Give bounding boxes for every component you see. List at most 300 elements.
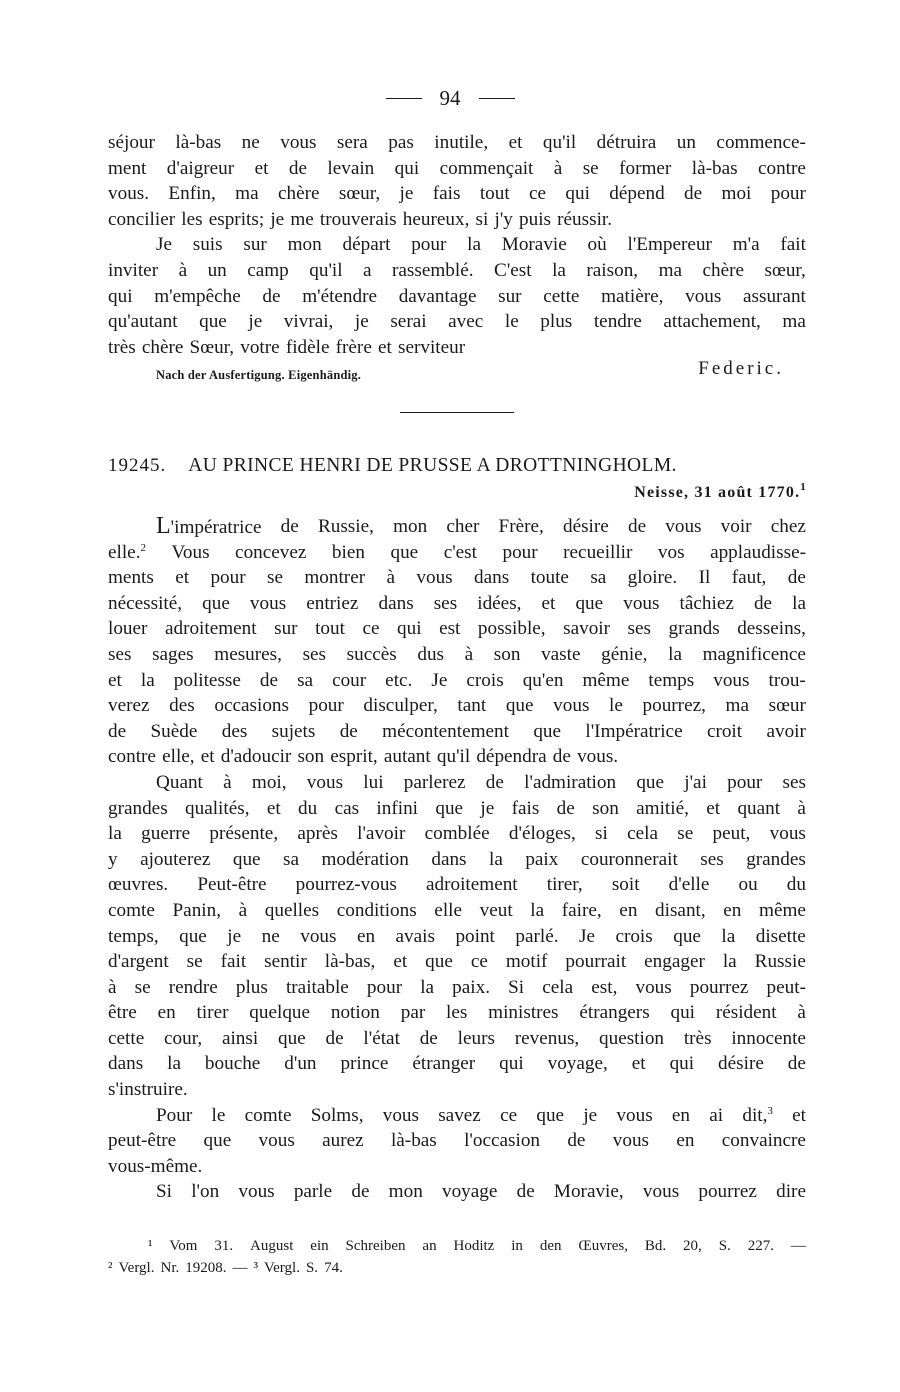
word: se [582, 157, 599, 179]
word: en [157, 1002, 176, 1024]
word: à [464, 643, 474, 665]
word: sa [283, 848, 300, 870]
word: et [254, 157, 269, 179]
word: la [420, 976, 435, 998]
word: et [631, 1053, 646, 1075]
word: présente, [209, 823, 279, 845]
word: modération [321, 848, 409, 870]
word: pour [502, 541, 538, 563]
word: vous [249, 592, 287, 614]
word: est [439, 618, 461, 640]
signature: Federic. [698, 358, 784, 379]
word: et [706, 797, 721, 819]
word: qui [108, 285, 133, 307]
text-line [108, 616, 806, 642]
word: inviter [108, 259, 159, 281]
word: magnificence [702, 643, 806, 665]
footnote-word: Œuvres, [578, 1238, 628, 1254]
word: nécessité, [108, 592, 183, 614]
word: chère [141, 336, 184, 358]
word: m'a [732, 234, 760, 256]
word: je [227, 925, 242, 947]
word: de [753, 592, 773, 614]
word: quelles [264, 899, 320, 921]
word: d'adoucir [220, 746, 292, 768]
footnote-word: ³ [253, 1260, 258, 1276]
word: dans [474, 567, 510, 589]
word: à [108, 976, 117, 998]
word: frère [335, 336, 372, 358]
word: de [516, 1181, 535, 1203]
word: s'instruire. [108, 1079, 188, 1101]
footnote-line [108, 1235, 806, 1257]
word: gloire. [627, 567, 678, 589]
word: comte [244, 1104, 292, 1126]
word: vous [382, 1104, 419, 1126]
word: ou [738, 874, 758, 896]
word: ajouterez [140, 848, 211, 870]
word: un [207, 259, 227, 281]
text-line [108, 309, 806, 335]
word: là-bas [691, 157, 738, 179]
word [742, 1103, 773, 1129]
word: où [587, 234, 607, 256]
word: aurez [322, 1130, 364, 1152]
footnote-word: Vergl. [118, 1260, 155, 1276]
word: avec [448, 311, 484, 333]
word: votre [240, 336, 280, 358]
word: notion [330, 1002, 380, 1024]
word: elle [434, 899, 462, 921]
word: C'est [494, 259, 532, 281]
word-text: elle. [108, 541, 141, 563]
text-line [108, 898, 806, 924]
word: son [297, 746, 325, 768]
word: leurs [457, 1027, 495, 1049]
word: de [567, 1130, 586, 1152]
word: même [759, 899, 806, 921]
word: la [792, 592, 806, 614]
word: vous [685, 285, 722, 307]
word: serai [390, 311, 427, 333]
text-line [108, 744, 806, 770]
word: ses [782, 771, 806, 793]
word: le [504, 311, 519, 333]
footnote-word: 227. [747, 1238, 774, 1254]
footnote-word: ² [108, 1260, 113, 1276]
word: quant [737, 797, 781, 819]
word: soit [611, 874, 640, 896]
footnote-word: S. [305, 1260, 319, 1276]
word: Russie, [317, 516, 374, 537]
word: de [787, 567, 806, 589]
word: mon [393, 516, 428, 537]
word: pourrait [565, 951, 627, 973]
word: concilier [108, 208, 176, 230]
text-line [108, 1077, 806, 1103]
word: qui [565, 183, 590, 205]
word: y [108, 848, 118, 870]
word: cher [446, 516, 480, 537]
word: que [636, 771, 665, 793]
word: désire [562, 516, 609, 537]
word: vaste [541, 643, 581, 665]
word: ments [108, 567, 154, 589]
word: mécontentement [382, 720, 509, 742]
word: ma [658, 259, 683, 281]
word: que [673, 925, 701, 947]
word: Je [431, 669, 448, 691]
word: grandes [108, 797, 168, 819]
word: Peut-être [197, 874, 267, 896]
word: ainsi [221, 1027, 259, 1049]
word: voir [720, 516, 752, 537]
text-line [108, 796, 806, 822]
word: je [583, 1104, 598, 1126]
word: crois [615, 925, 653, 947]
word: qualités, [185, 797, 250, 819]
word: vous [635, 976, 672, 998]
word: Solms, [310, 1104, 364, 1126]
text-line [108, 719, 806, 745]
word: etc. [385, 669, 413, 691]
word: la [108, 823, 122, 845]
word: la [167, 1053, 181, 1075]
word: pour [770, 183, 806, 205]
word: raison, [586, 259, 639, 281]
footnote-word: S. [718, 1238, 731, 1254]
word: et [508, 132, 523, 153]
word: très [683, 1027, 712, 1049]
word: son [592, 797, 619, 819]
word: ses [302, 643, 327, 665]
word: tirer, [546, 874, 583, 896]
text-line [108, 181, 806, 207]
word: et [108, 669, 122, 691]
word: pour [366, 976, 403, 998]
word: son [493, 643, 521, 665]
word: d'argent [108, 951, 169, 973]
word: vous. [577, 746, 619, 768]
word: sa [590, 567, 607, 589]
footnote-ref-2: 2 [140, 541, 146, 554]
word: veut [479, 899, 513, 921]
word: pourrez-vous [295, 874, 397, 896]
word: un [676, 132, 696, 153]
word: se [267, 567, 283, 589]
dateline [634, 481, 807, 502]
word: sœur, [338, 183, 381, 205]
text-line [108, 156, 806, 182]
dateline-text: Neisse, 31 août 1770. [634, 484, 801, 501]
word: et [175, 567, 190, 589]
word: croit [706, 720, 743, 742]
word: que [203, 1130, 232, 1152]
word: j'y [494, 208, 513, 230]
word: vous [553, 695, 590, 717]
word: que [232, 848, 261, 870]
word: crois [466, 669, 504, 691]
text-line [108, 565, 806, 591]
word: sages [152, 643, 194, 665]
footnote-word: Hoditz [453, 1238, 495, 1254]
word: avoir [766, 720, 806, 742]
word: sera [336, 132, 368, 153]
word: Vous [171, 541, 210, 563]
word-rest: 'impératrice [170, 517, 262, 538]
word: desseins, [737, 618, 806, 640]
word: pourrez, [642, 695, 706, 717]
footnote-ref-1: 1 [800, 481, 807, 493]
word: infini [376, 797, 418, 819]
word: vous [612, 1130, 650, 1152]
word: de [339, 720, 358, 742]
word: l'état [363, 1027, 400, 1049]
word: traitable [285, 976, 349, 998]
word: ne [261, 925, 280, 947]
word: cette [543, 285, 580, 307]
header-dash-left [386, 98, 422, 99]
word: vous [713, 669, 750, 691]
letter-title: AU PRINCE HENRI DE PRUSSE A DROTTNINGHOLM. [188, 455, 677, 476]
word: détruira [596, 132, 657, 153]
word: tant [457, 695, 487, 717]
word: en [676, 1130, 695, 1152]
word: là-bas [390, 1130, 437, 1152]
word: pour [727, 771, 763, 793]
word: Panin, [172, 899, 222, 921]
word: vous [258, 1130, 295, 1152]
word: dire [776, 1181, 806, 1203]
word: Quant [156, 771, 203, 793]
word: la [488, 848, 503, 870]
word: question [599, 1027, 665, 1049]
word: puis [519, 208, 552, 230]
word: se [677, 823, 694, 845]
word: de [288, 157, 307, 179]
word: résident [715, 1002, 777, 1024]
word: succès [346, 643, 397, 665]
word: étranger [412, 1053, 476, 1075]
word: vous [616, 1104, 653, 1126]
footnote-word: an [422, 1238, 437, 1254]
word: ses [627, 618, 651, 640]
word: la [721, 925, 736, 947]
word: fidèle [285, 336, 330, 358]
footnote-word: Vom [169, 1238, 198, 1254]
footnote-word: Nr. [160, 1260, 180, 1276]
word: ministres [488, 1002, 559, 1024]
word: que [505, 695, 534, 717]
word: je [270, 208, 285, 230]
word: le [211, 1104, 226, 1126]
word: bouche [204, 1053, 261, 1075]
word: m'empêche [154, 285, 241, 307]
word: et [200, 746, 215, 768]
word: quelque [249, 1002, 311, 1024]
word: vous [306, 771, 344, 793]
word: Si [156, 1181, 173, 1203]
header-dash-right [479, 98, 515, 99]
word: séjour [108, 132, 155, 153]
word: sentir [264, 951, 307, 973]
word: qu'autant [108, 311, 178, 333]
word: comblée [424, 823, 490, 845]
word: cela [627, 823, 658, 845]
footnote-word: Vergl. [263, 1260, 300, 1276]
word: la [140, 669, 155, 691]
word: verez [108, 695, 150, 717]
word: des [169, 695, 195, 717]
text-line [108, 232, 806, 258]
word: faire, [561, 899, 602, 921]
page-number: 94 [439, 86, 461, 110]
word [156, 514, 262, 540]
word: de [351, 1181, 370, 1203]
word: que [202, 592, 230, 614]
word: pourrez [689, 976, 749, 998]
word: ma [782, 311, 806, 333]
word: tirer [196, 1002, 229, 1024]
word: politesse [173, 669, 241, 691]
word: ses [108, 643, 132, 665]
word: qui [397, 618, 422, 640]
word: je [480, 797, 495, 819]
word: des [221, 720, 248, 742]
word: mesures, [214, 643, 282, 665]
word: bien [331, 541, 365, 563]
text-line [108, 1026, 806, 1052]
text-line [108, 591, 806, 617]
word: la [722, 951, 737, 973]
text-line [108, 1179, 806, 1205]
word: inutile, [434, 132, 489, 153]
word: vous-même. [108, 1155, 203, 1177]
word: et [266, 797, 281, 819]
word: tout [315, 618, 345, 640]
word: d'éloges, [508, 823, 576, 845]
word: Moravie [501, 234, 567, 256]
word: Je [156, 234, 172, 256]
word: idées, [477, 592, 522, 614]
word: concevez [235, 541, 307, 563]
word: tendre [593, 311, 642, 333]
word: Frère, [498, 516, 544, 537]
word: sur [243, 234, 267, 256]
word: à [797, 1002, 806, 1024]
text-line [108, 1051, 806, 1077]
word: je [354, 311, 369, 333]
word: toute [530, 567, 569, 589]
word: adroitement [164, 618, 257, 640]
word: ce [500, 1104, 518, 1126]
footnote-word: 19208. [185, 1260, 227, 1276]
word: très [108, 336, 136, 358]
word: vous. [108, 183, 150, 205]
word: Sœur, [189, 336, 235, 358]
word: chère [702, 259, 745, 281]
word: trouverais [319, 208, 397, 230]
word: a [363, 259, 372, 281]
word: après [297, 823, 338, 845]
word: ce [529, 183, 547, 205]
word: qu'il [309, 259, 343, 281]
word: contre [757, 157, 806, 179]
word: ma [235, 183, 259, 205]
word: qui [499, 1053, 524, 1075]
closing-row [156, 356, 784, 386]
section-divider [400, 412, 514, 413]
footnote-line [108, 1257, 806, 1279]
word: rassemblé. [392, 259, 474, 281]
word: plus [235, 976, 268, 998]
word: de [627, 516, 647, 537]
word: fait [780, 234, 806, 256]
word: esprits; [208, 208, 265, 230]
word: m'étendre [302, 285, 378, 307]
page-header [0, 86, 900, 111]
word: dépendra [476, 746, 547, 768]
word: engager [644, 951, 705, 973]
word: peut-être [108, 1130, 177, 1152]
footnote-word: den [539, 1238, 562, 1254]
word: possible, [477, 618, 546, 640]
text-line [108, 1103, 806, 1129]
word: ma [725, 695, 749, 717]
word: mon [287, 234, 322, 256]
word: la [467, 234, 481, 256]
word: ses [700, 848, 724, 870]
word: temps [648, 669, 695, 691]
word: étrangers [579, 1002, 650, 1024]
word: c'est [443, 541, 477, 563]
footnote-word: — [790, 1238, 806, 1254]
text-line [108, 1000, 806, 1026]
word: génie, [601, 643, 648, 665]
word: l'avoir [357, 823, 406, 845]
word: à [797, 797, 806, 819]
word: dus [417, 643, 444, 665]
text-line [108, 540, 806, 566]
word: camp [247, 259, 289, 281]
word: chez [770, 516, 806, 537]
text-line [108, 1154, 806, 1180]
word: désire [718, 1053, 764, 1075]
word: d'un [284, 1053, 317, 1075]
word: pour [308, 695, 344, 717]
word: ne [241, 132, 260, 153]
word: à [223, 771, 232, 793]
word: en [356, 925, 376, 947]
word: matière, [601, 285, 664, 307]
word: sa [297, 669, 314, 691]
word: de [556, 797, 575, 819]
word-text: dit, [742, 1104, 768, 1126]
word: Suède [150, 720, 198, 742]
word: et [541, 592, 556, 614]
word: levain [327, 157, 375, 179]
word: que [425, 951, 453, 973]
word: parlé. [515, 925, 559, 947]
word: parle [293, 1181, 333, 1203]
word: la [530, 899, 545, 921]
word: que [199, 311, 227, 333]
word: être [108, 1002, 137, 1024]
text-line [108, 668, 806, 694]
text-line [108, 770, 806, 796]
word: là-bas, [324, 951, 376, 973]
text-line [108, 872, 806, 898]
